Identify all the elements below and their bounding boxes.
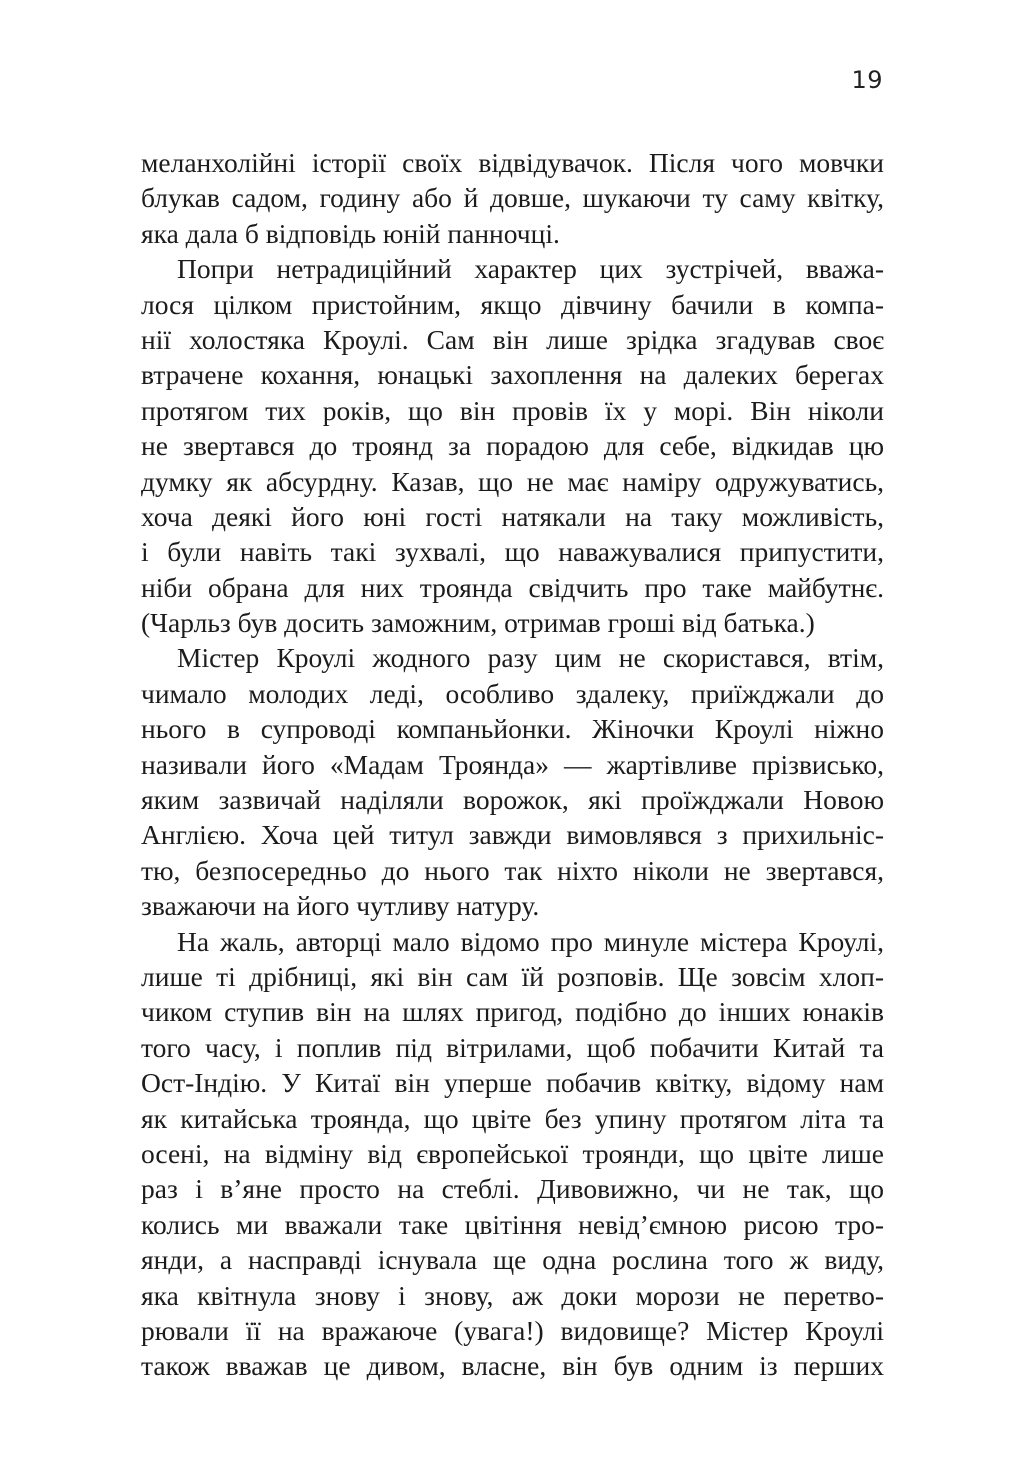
text-line: як китайська троянда, що цвіте без упину протягом літа та: [141, 1102, 884, 1134]
text-line: називали його «Мадам Троянда» — жартівливе прізвисько,: [141, 748, 884, 780]
text-line: нії холостяка Кроулі. Сам він лише зрідка згадував своє: [141, 323, 884, 355]
paragraph: [141, 924, 884, 1384]
text-line: (Чарльз був досить заможним, отримав гроші від батька.): [141, 607, 815, 639]
text-line: яка дала б відповідь юній панночці.: [141, 217, 560, 249]
text-line: меланхолійні історії своїх відвідувачок. Після чого мовчки: [141, 147, 884, 178]
text-line: осені, на відміну від європейської троянди, що цвіте лише: [141, 1137, 884, 1169]
text-line: Англією. Хоча цей титул завжди вимовлявся з прихильніс-: [141, 819, 884, 851]
paragraph: [141, 145, 884, 251]
text-line: протягом тих років, що він провів їх у морі. Він ніколи: [141, 394, 884, 426]
text-line: того часу, і поплив під вітрилами, щоб побачити Китай та: [141, 1031, 884, 1063]
text-line: втрачене кохання, юнацькі захоплення на далеких берегах: [141, 359, 884, 391]
text-line: тю, безпосередньо до нього так ніхто ніколи не звертався,: [141, 854, 884, 886]
text-line: зважаючи на його чутливу натуру.: [141, 890, 540, 922]
text-line: На жаль, авторці мало відомо про минуле містера Кроулі,: [177, 925, 884, 957]
text-line: яка квітнула знову і знову, аж доки морози не перетво-: [141, 1279, 884, 1311]
text-line: чимало молодих леді, особливо здалеку, приїжджали до: [141, 677, 884, 709]
text-line: Попри нетрадиційний характер цих зустрічей, вважа-: [177, 253, 884, 285]
text-line: чиком ступив він на шлях пригод, подібно до інших юнаків: [141, 996, 884, 1028]
page-number: 19: [851, 66, 883, 94]
text-line: лише ті дрібниці, які він сам їй розповів. Ще зовсім хлоп-: [141, 960, 884, 992]
text-line: лося цілком пристойним, якщо дівчину бачили в компа-: [141, 288, 884, 320]
text-line: нього в супроводі компаньйонки. Жіночки Кроулі ніжно: [141, 713, 884, 745]
text-line: колись ми вважали таке цвітіння невід’ємною рисою тро-: [141, 1208, 884, 1240]
text-line: Містер Кроулі жодного разу цим не скористався, втім,: [177, 642, 884, 674]
text-line: і були навіть такі зухвалі, що наважувалися припустити,: [141, 536, 884, 568]
text-line: також вважав це дивом, власне, він був одним із перших: [141, 1350, 884, 1382]
text-line: раз і в’яне просто на стеблі. Дивовижно, чи не так, що: [141, 1173, 884, 1205]
text-line: рювали її на вражаюче (увага!) видовище? Містер Кроулі: [141, 1314, 884, 1346]
text-line: Ост-Індію. У Китаї він уперше побачив квітку, відому нам: [141, 1067, 884, 1099]
body-text: [141, 145, 884, 1384]
text-line: ніби обрана для них троянда свідчить про таке майбутнє.: [141, 571, 884, 603]
paragraph: [141, 640, 884, 923]
text-line: блукав садом, годину або й довше, шукаючи ту саму квітку,: [141, 182, 884, 214]
text-line: яким зазвичай наділяли ворожок, які проїжджали Новою: [141, 784, 884, 816]
paragraph: [141, 251, 884, 640]
text-line: не звертався до троянд за порадою для себе, відкидав цю: [141, 430, 884, 462]
text-line: хоча деякі його юні гості натякали на таку можливість,: [141, 500, 884, 532]
text-line: думку як абсурдну. Казав, що не має наміру одружуватись,: [141, 465, 884, 497]
text-line: янди, а насправді існувала ще одна рослина того ж виду,: [141, 1244, 884, 1276]
